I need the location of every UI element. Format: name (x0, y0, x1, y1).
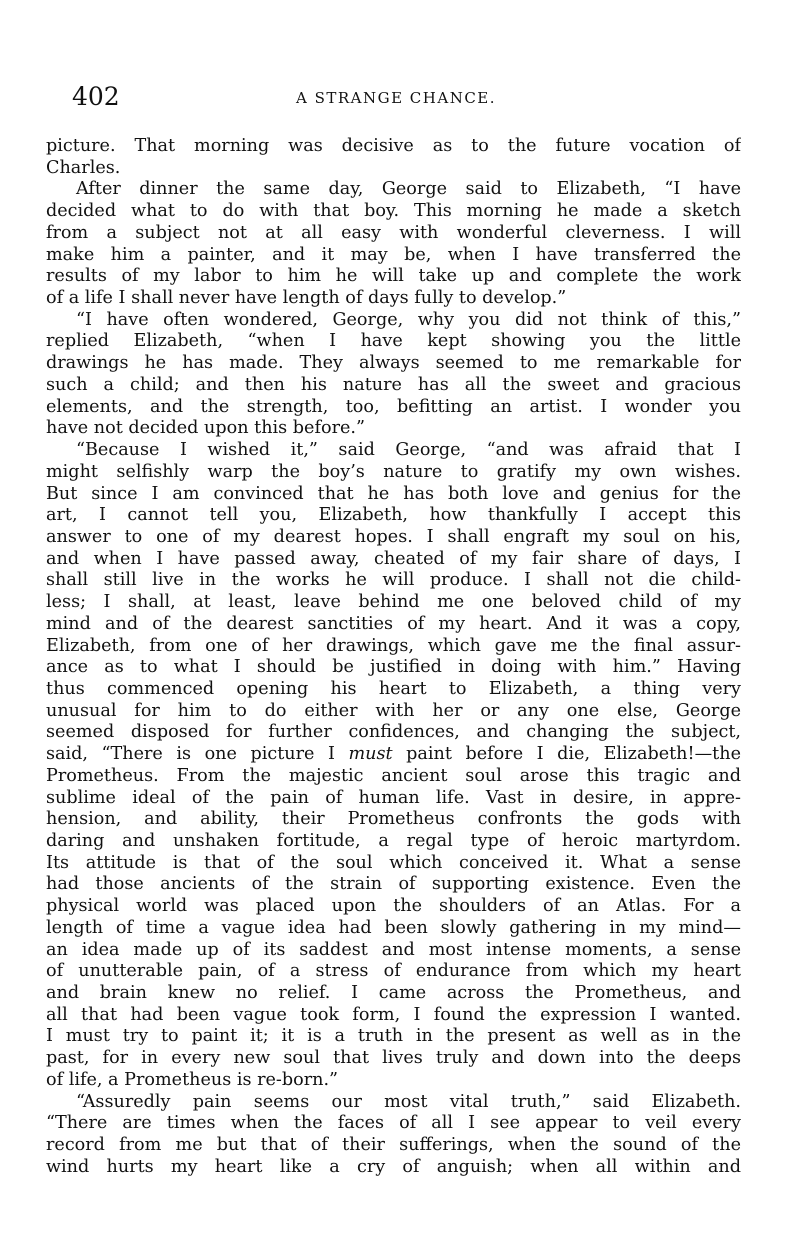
text-line: Prometheus. From the majestic ancient soul arose this tragic and (46, 765, 741, 786)
text-line: shall still live in the works he will produce. I shall not die child- (46, 570, 741, 591)
text-line: “Because I wished it,” said George, “and was afraid that I (76, 440, 741, 461)
paragraph (46, 179, 741, 309)
emphasis: must (348, 744, 393, 765)
text-line: daring and unshaken fortitude, a regal type of heroic martyrdom. (46, 831, 741, 851)
text-line: mind and of the dearest sanctities of my heart. And it was a copy, (46, 613, 741, 634)
text-line: thus commenced opening his heart to Elizabeth, a thing very (46, 678, 741, 699)
text-line: record from me but that of their sufferings, when the sound of the (46, 1135, 741, 1156)
text-line: After dinner the same day, George said to Elizabeth, “I have (76, 179, 741, 200)
text-line: unusual for him to do either with her or any one else, George (46, 700, 741, 721)
text-line: and brain knew no relief. I came across the Prometheus, and (46, 983, 741, 1004)
text-line: Elizabeth, from one of her drawings, which gave me the final assur- (46, 635, 741, 656)
text-line: such a child; and then his nature has all the sweet and gracious (46, 374, 741, 395)
text-line: Its attitude is that of the soul which conceived it. What a sense (46, 852, 741, 873)
text-line: replied Elizabeth, “when I have kept showing you the little (46, 331, 741, 352)
text-line: I must try to paint it; it is a truth in the present as well as in the (46, 1026, 741, 1047)
text-line: make him a painter, and it may be, when I have transferred the (46, 244, 741, 265)
text-line: “I have often wondered, George, why you did not think of this,” (76, 309, 741, 330)
text-line: hension, and ability, their Prometheus confronts the gods with (46, 809, 741, 830)
text-line: decided what to do with that boy. This morning he made a sketch (46, 201, 741, 222)
text-line: and when I have passed away, cheated of my fair share of days, I (46, 548, 741, 569)
text-line: from a subject not at all easy with wonderful cleverness. I will (46, 222, 741, 243)
text-line: results of my labor to him he will take up and complete the work (46, 266, 741, 287)
text-line: physical world was placed upon the shoulders of an Atlas. For a (46, 896, 741, 917)
text-line: “There are times when the faces of all I see appear to veil every (46, 1113, 741, 1134)
page-number: 402 (72, 82, 120, 111)
text-line: said, “There is one picture I must paint before I die, Elizabeth!—the (46, 744, 741, 765)
text-line: length of time a vague idea had been slowly gathering in my mind— (46, 917, 741, 938)
paragraph (46, 310, 741, 440)
text-line: sublime ideal of the pain of human life. Vast in desire, in appre- (46, 787, 741, 808)
paragraph (46, 136, 741, 179)
paragraph (46, 1092, 741, 1179)
body-text (46, 136, 741, 1179)
text-line: But since I am convinced that he has both love and genius for the (46, 483, 741, 504)
paragraph (46, 440, 741, 1092)
text-line: ance as to what I should be justified in doing with him.” Having (46, 657, 741, 678)
text-line: less; I shall, at least, leave behind me one beloved child of my (46, 592, 741, 613)
text-line: drawings he has made. They always seemed to me remarkable for (46, 353, 741, 374)
text-line: answer to one of my dearest hopes. I shall engraft my soul on his, (46, 526, 741, 547)
text-line: all that had been vague took form, I found the expression I wanted. (46, 1004, 741, 1025)
text-line: have not decided upon this before.” (46, 418, 365, 439)
text-line: an idea made up of its saddest and most intense moments, a sense (46, 939, 741, 960)
text-line: “Assuredly pain seems our most vital truth,” said Elizabeth. (76, 1091, 741, 1112)
text-line: might selfishly warp the boy’s nature to gratify my own wishes. (46, 461, 741, 482)
text-line: elements, and the strength, too, befitting an artist. I wonder you (46, 396, 741, 417)
running-title: A STRANGE CHANCE. (295, 89, 497, 107)
text-line: had those ancients of the strain of supporting existence. Even the (46, 874, 741, 895)
text-line: seemed disposed for further confidences, and changing the subject, (46, 722, 741, 743)
page-header (72, 82, 720, 112)
text-line: past, for in every new soul that lives truly and down into the deeps (46, 1048, 741, 1069)
text-line: of unutterable pain, of a stress of endurance from which my heart (46, 961, 741, 982)
text-line: of a life I shall never have length of days fully to develop.” (46, 288, 567, 309)
text-line: wind hurts my heart like a cry of anguish; when all within and (46, 1156, 741, 1177)
text-line: picture. That morning was decisive as to the future vocation of (46, 136, 741, 156)
text-line: of life, a Prometheus is re-born.” (46, 1069, 339, 1090)
text-line: art, I cannot tell you, Elizabeth, how thankfully I accept this (46, 505, 741, 526)
text-line: Charles. (46, 157, 121, 178)
